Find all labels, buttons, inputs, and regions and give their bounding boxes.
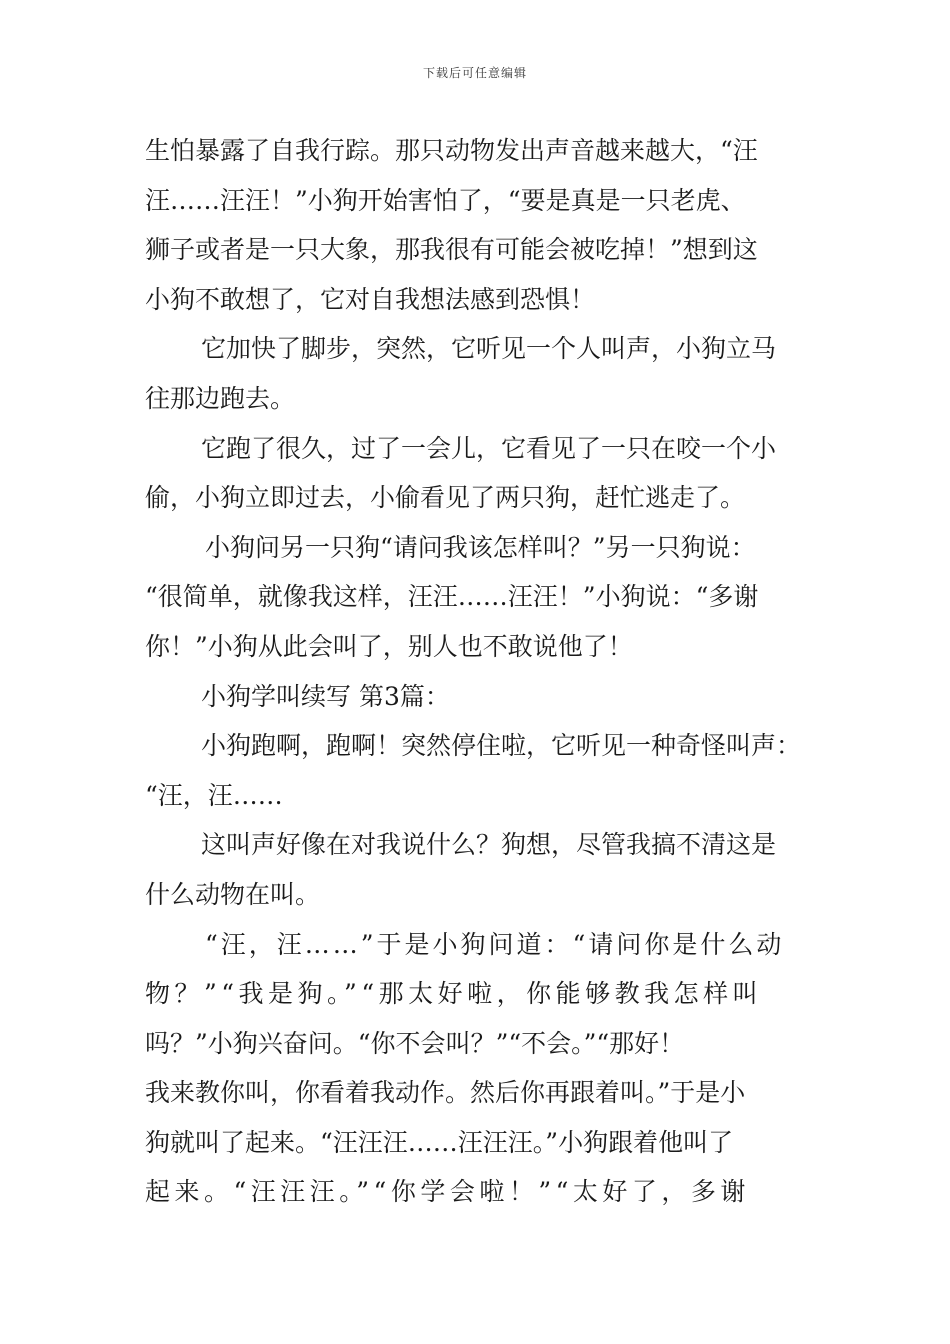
paragraph-start-line: 它加快了脚步，突然，它听见一个人叫声，小狗立马: [201, 334, 777, 364]
paragraph-start-line: “汪，汪……”于是小狗问道：“请问你是什么动: [205, 929, 785, 959]
text-line: 生怕暴露了自我行踪。那只动物发出声音越来越大，“汪: [145, 136, 758, 165]
text-line: “很简单，就像我这样，汪汪……汪汪！”小狗说：“多谢: [145, 582, 759, 612]
page-header: 下载后可任意编辑: [422, 66, 527, 80]
body-text: [145, 126, 810, 1217]
text-line: 物？”“我是狗。”“那太好啦，你能够教我怎样叫: [145, 979, 763, 1009]
paragraph-start-line: 小狗问另一只狗“请问我该怎样叫？”另一只狗说：: [205, 532, 756, 562]
text-line: 起来。“汪汪汪。”“你学会啦！”“太好了，多谢: [145, 1177, 750, 1207]
paragraph-start-line: 它跑了很久，过了一会儿，它看见了一只在咬一个小: [201, 433, 777, 463]
text-line: 汪……汪汪！”小狗开始害怕了，“要是真是一只老虎、: [145, 185, 746, 215]
paragraph-start-line: 小狗跑啊，跑啊！突然停住啦，它听见一种奇怪叫声：: [201, 731, 802, 761]
text-line: “汪，汪……: [145, 780, 283, 810]
text-line: 你！”小狗从此会叫了，别人也不敢说他了！: [145, 631, 633, 661]
text-line: 吗？”小狗兴奋问。“你不会叫？”“不会。”“那好！: [145, 1028, 685, 1058]
text-line: 狮子或者是一只大象，那我很有可能会被吃掉！”想到这: [145, 235, 758, 265]
text-line: 狗就叫了起来。“汪汪汪……汪汪汪。”小狗跟着他叫了: [145, 1127, 734, 1157]
text-line: 偷，小狗立即过去，小偷看见了两只狗，赶忙逃走了。: [145, 483, 746, 513]
text-line: 我来教你叫，你看着我动作。然后你再跟着叫。”于是小: [145, 1078, 746, 1108]
text-line: 小狗不敢想了，它对自我想法感到恐惧！: [145, 284, 596, 314]
section-heading: 小狗学叫续写 第3篇：: [201, 681, 450, 711]
text-line: 什么动物在叫。: [145, 879, 321, 909]
paragraph-start-line: 这叫声好像在对我说什么？狗想，尽管我搞不清这是: [201, 830, 777, 860]
text-line: 往那边跑去。: [145, 383, 296, 413]
